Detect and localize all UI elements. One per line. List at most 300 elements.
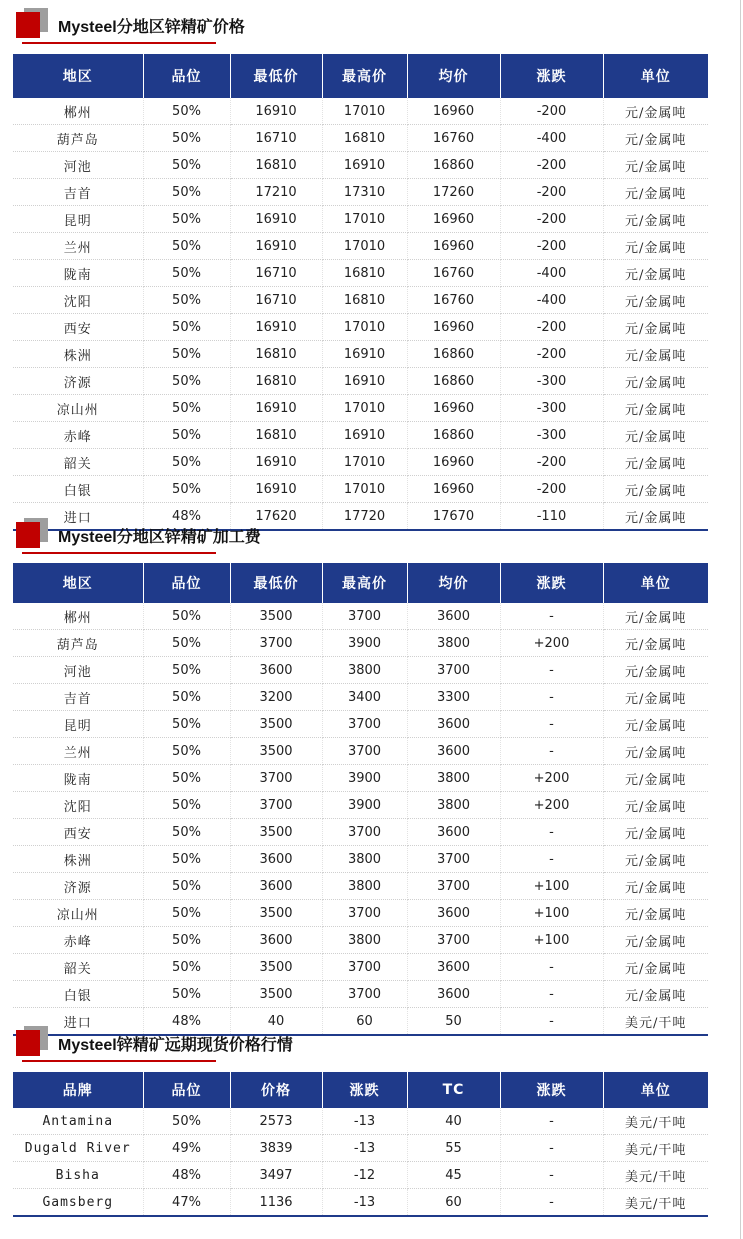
unit-cell: 元/金属吨 (603, 287, 708, 314)
table-cell: 50% (143, 603, 230, 630)
table-cell: 3800 (407, 792, 500, 819)
table-row (13, 1189, 708, 1217)
table-cell: 16710 (230, 287, 322, 314)
region-cell: 济源 (13, 368, 143, 395)
table-cell: 16910 (230, 395, 322, 422)
unit-cell: 元/金属吨 (603, 125, 708, 152)
table-cell: 16810 (322, 260, 407, 287)
table-row (13, 846, 708, 873)
table-cell: 50% (143, 287, 230, 314)
change-cell: - (500, 981, 603, 1008)
change-cell: - (500, 657, 603, 684)
table-cell: 17010 (322, 395, 407, 422)
table-cell: 3839 (230, 1135, 322, 1162)
table-row (13, 476, 708, 503)
region-cell: 白银 (13, 476, 143, 503)
region-cell: 昆明 (13, 206, 143, 233)
table-cell: 17010 (322, 233, 407, 260)
change-cell: - (500, 819, 603, 846)
table-cell: 16810 (230, 422, 322, 449)
table-cell: 16860 (407, 341, 500, 368)
table-cell: 16910 (322, 368, 407, 395)
table-cell: 3700 (322, 711, 407, 738)
table-cell: 3700 (230, 792, 322, 819)
change-cell: -200 (500, 314, 603, 341)
change-cell: -400 (500, 287, 603, 314)
unit-cell: 元/金属吨 (603, 179, 708, 206)
change-cell: - (500, 1008, 603, 1036)
table-cell: 50% (143, 206, 230, 233)
title-underline (22, 552, 216, 554)
table-cell: 3500 (230, 981, 322, 1008)
table-cell: 17670 (407, 503, 500, 531)
table-cell: 50% (143, 449, 230, 476)
table-row (13, 287, 708, 314)
change-cell: -200 (500, 206, 603, 233)
table-cell: 1136 (230, 1189, 322, 1217)
unit-cell: 元/金属吨 (603, 981, 708, 1008)
region-cell: 进口 (13, 1008, 143, 1036)
change-cell: -300 (500, 395, 603, 422)
region-cell: 吉首 (13, 179, 143, 206)
table-cell: 16910 (230, 314, 322, 341)
table-cell: 16910 (230, 206, 322, 233)
table-cell: 50% (143, 711, 230, 738)
region-cell: 株洲 (13, 341, 143, 368)
table-row (13, 206, 708, 233)
table-cell: 3497 (230, 1162, 322, 1189)
unit-cell: 元/金属吨 (603, 927, 708, 954)
table-cell: 50% (143, 179, 230, 206)
column-header: 品位 (143, 563, 230, 603)
unit-cell: 元/金属吨 (603, 603, 708, 630)
unit-cell: 元/金属吨 (603, 819, 708, 846)
table-cell: 16910 (230, 476, 322, 503)
region-cell: 兰州 (13, 233, 143, 260)
column-header: 最高价 (322, 563, 407, 603)
table-row (13, 630, 708, 657)
table-cell: 16960 (407, 449, 500, 476)
region-cell: 河池 (13, 657, 143, 684)
table-cell: 50% (143, 981, 230, 1008)
change-cell: -400 (500, 125, 603, 152)
table-cell: 3600 (407, 900, 500, 927)
forward-spot-table (13, 1072, 708, 1217)
table-cell: 16910 (230, 233, 322, 260)
change-cell: -13 (322, 1135, 407, 1162)
table-cell: 17260 (407, 179, 500, 206)
table-cell: 50% (143, 900, 230, 927)
table-cell: 3600 (230, 657, 322, 684)
table-cell: 16960 (407, 233, 500, 260)
table-cell: 48% (143, 1008, 230, 1036)
unit-cell: 元/金属吨 (603, 449, 708, 476)
table-cell: 50% (143, 233, 230, 260)
change-cell: -200 (500, 179, 603, 206)
table-cell: 50% (143, 98, 230, 125)
table-cell: 17310 (322, 179, 407, 206)
table-row (13, 819, 708, 846)
region-cell: 西安 (13, 819, 143, 846)
section-header-zinc-price (14, 8, 714, 48)
change-cell: +200 (500, 630, 603, 657)
table-cell: 3800 (407, 765, 500, 792)
unit-cell: 元/金属吨 (603, 206, 708, 233)
table-row (13, 395, 708, 422)
change-cell: +100 (500, 873, 603, 900)
column-header: 最高价 (322, 54, 407, 98)
unit-cell: 元/金属吨 (603, 792, 708, 819)
table-cell: 3400 (322, 684, 407, 711)
column-header: TC (407, 1072, 500, 1108)
table-row (13, 738, 708, 765)
column-header: 单位 (603, 1072, 708, 1108)
table-cell: 60 (322, 1008, 407, 1036)
table-cell: 50% (143, 368, 230, 395)
table-row (13, 233, 708, 260)
column-header: 地区 (13, 563, 143, 603)
processing-fee-table (13, 563, 708, 1036)
zinc-price-table (13, 54, 708, 531)
table-cell: 55 (407, 1135, 500, 1162)
table-cell: 50% (143, 152, 230, 179)
table-row (13, 981, 708, 1008)
section-title: Mysteel分地区锌精矿价格 (58, 19, 245, 36)
change-cell: - (500, 684, 603, 711)
column-header: 品位 (143, 54, 230, 98)
table-cell: 16910 (230, 449, 322, 476)
mysteel-logo-icon (14, 1026, 48, 1060)
table-cell: 3700 (322, 900, 407, 927)
table-cell: 45 (407, 1162, 500, 1189)
table-cell: 16860 (407, 368, 500, 395)
table-row (13, 341, 708, 368)
section-title: Mysteel锌精矿远期现货价格行情 (58, 1037, 293, 1054)
table-cell: 3600 (230, 927, 322, 954)
region-cell: 葫芦岛 (13, 630, 143, 657)
table-row (13, 314, 708, 341)
region-cell: 株洲 (13, 846, 143, 873)
table-cell: 16810 (322, 287, 407, 314)
region-cell: 昆明 (13, 711, 143, 738)
change-cell: -300 (500, 368, 603, 395)
table-cell: 50% (143, 684, 230, 711)
table-row (13, 954, 708, 981)
table-cell: 17010 (322, 449, 407, 476)
table-cell: 16860 (407, 422, 500, 449)
table-cell: 50 (407, 1008, 500, 1036)
table-cell: 48% (143, 1162, 230, 1189)
table-cell: 16910 (322, 152, 407, 179)
table-cell: 50% (143, 260, 230, 287)
brand-cell: Antamina (13, 1108, 143, 1135)
brand-cell: Dugald River (13, 1135, 143, 1162)
region-cell: 韶关 (13, 954, 143, 981)
table-cell: 50% (143, 125, 230, 152)
table-cell: 16960 (407, 314, 500, 341)
unit-cell: 元/金属吨 (603, 765, 708, 792)
change-cell: -300 (500, 422, 603, 449)
region-cell: 济源 (13, 873, 143, 900)
change-cell: -110 (500, 503, 603, 531)
table-cell: 48% (143, 503, 230, 531)
table-row (13, 260, 708, 287)
table-cell: 3700 (322, 819, 407, 846)
unit-cell: 元/金属吨 (603, 873, 708, 900)
column-header: 价格 (230, 1072, 322, 1108)
change-cell: -200 (500, 98, 603, 125)
change-cell: - (500, 603, 603, 630)
column-header: 单位 (603, 54, 708, 98)
table-row (13, 422, 708, 449)
region-cell: 凉山州 (13, 900, 143, 927)
table-cell: 3700 (322, 603, 407, 630)
change-cell: - (500, 738, 603, 765)
region-cell: 西安 (13, 314, 143, 341)
brand-cell: Bisha (13, 1162, 143, 1189)
table-cell: 50% (143, 630, 230, 657)
column-header: 均价 (407, 54, 500, 98)
column-header: 品牌 (13, 1072, 143, 1108)
table-cell: 3500 (230, 603, 322, 630)
table-cell: 3600 (230, 846, 322, 873)
table-cell: 16810 (322, 125, 407, 152)
table-row (13, 449, 708, 476)
table-cell: 16910 (230, 98, 322, 125)
column-header: 最低价 (230, 563, 322, 603)
table-row (13, 657, 708, 684)
table-cell: 17010 (322, 476, 407, 503)
table-row (13, 603, 708, 630)
change-cell: - (500, 1108, 603, 1135)
change-cell: -200 (500, 233, 603, 260)
unit-cell: 美元/干吨 (603, 1135, 708, 1162)
unit-cell: 元/金属吨 (603, 954, 708, 981)
table-cell: 49% (143, 1135, 230, 1162)
table-cell: 40 (407, 1108, 500, 1135)
unit-cell: 美元/干吨 (603, 1108, 708, 1135)
change-cell: - (500, 1135, 603, 1162)
change-cell: -200 (500, 341, 603, 368)
unit-cell: 元/金属吨 (603, 630, 708, 657)
change-cell: +200 (500, 765, 603, 792)
table-cell: 3600 (407, 819, 500, 846)
unit-cell: 元/金属吨 (603, 503, 708, 531)
unit-cell: 美元/干吨 (603, 1189, 708, 1217)
region-cell: 进口 (13, 503, 143, 531)
table-cell: 50% (143, 954, 230, 981)
table-cell: 3700 (322, 954, 407, 981)
column-header: 涨跌 (500, 54, 603, 98)
table-row (13, 1108, 708, 1135)
change-cell: - (500, 1189, 603, 1217)
table-cell: 16710 (230, 125, 322, 152)
table-cell: 50% (143, 341, 230, 368)
unit-cell: 元/金属吨 (603, 98, 708, 125)
table-cell: 3700 (230, 765, 322, 792)
table-cell: 16860 (407, 152, 500, 179)
unit-cell: 美元/干吨 (603, 1008, 708, 1036)
table-cell: 3500 (230, 954, 322, 981)
column-header: 涨跌 (500, 1072, 603, 1108)
table-row (13, 900, 708, 927)
column-header: 涨跌 (322, 1072, 407, 1108)
column-header: 均价 (407, 563, 500, 603)
table-cell: 17620 (230, 503, 322, 531)
region-cell: 赤峰 (13, 422, 143, 449)
change-cell: -400 (500, 260, 603, 287)
table-cell: 50% (143, 846, 230, 873)
region-cell: 陇南 (13, 765, 143, 792)
column-header: 涨跌 (500, 563, 603, 603)
table-cell: 3800 (322, 846, 407, 873)
table-cell: 60 (407, 1189, 500, 1217)
region-cell: 凉山州 (13, 395, 143, 422)
region-cell: 沈阳 (13, 792, 143, 819)
region-cell: 郴州 (13, 98, 143, 125)
table-cell: 3900 (322, 792, 407, 819)
unit-cell: 元/金属吨 (603, 260, 708, 287)
unit-cell: 元/金属吨 (603, 368, 708, 395)
region-cell: 韶关 (13, 449, 143, 476)
unit-cell: 元/金属吨 (603, 900, 708, 927)
table-cell: 50% (143, 873, 230, 900)
unit-cell: 元/金属吨 (603, 684, 708, 711)
mysteel-logo-icon (14, 8, 48, 42)
region-cell: 沈阳 (13, 287, 143, 314)
table-cell: 16710 (230, 260, 322, 287)
unit-cell: 元/金属吨 (603, 738, 708, 765)
table-row (13, 792, 708, 819)
table-cell: 3700 (407, 873, 500, 900)
table-cell: 50% (143, 792, 230, 819)
table-cell: 3600 (407, 603, 500, 630)
table-cell: 3700 (230, 630, 322, 657)
table-row (13, 98, 708, 125)
table-cell: 16810 (230, 368, 322, 395)
change-cell: -200 (500, 152, 603, 179)
table-cell: 50% (143, 422, 230, 449)
table-cell: 16760 (407, 287, 500, 314)
table-cell: 40 (230, 1008, 322, 1036)
table-cell: 50% (143, 765, 230, 792)
column-header: 单位 (603, 563, 708, 603)
table-cell: 16960 (407, 206, 500, 233)
table-cell: 3600 (407, 954, 500, 981)
unit-cell: 元/金属吨 (603, 846, 708, 873)
table-cell: 50% (143, 738, 230, 765)
table-cell: 16910 (322, 341, 407, 368)
table-cell: 17010 (322, 206, 407, 233)
table-row (13, 927, 708, 954)
mysteel-logo-icon (14, 518, 48, 552)
table-cell: 3600 (407, 711, 500, 738)
table-cell: 50% (143, 1108, 230, 1135)
unit-cell: 元/金属吨 (603, 152, 708, 179)
region-cell: 郴州 (13, 603, 143, 630)
region-cell: 吉首 (13, 684, 143, 711)
table-cell: 3800 (407, 630, 500, 657)
change-cell: -200 (500, 449, 603, 476)
table-cell: 3800 (322, 657, 407, 684)
table-cell: 17720 (322, 503, 407, 531)
change-cell: -200 (500, 476, 603, 503)
table-cell: 3200 (230, 684, 322, 711)
title-underline (22, 42, 216, 44)
table-row (13, 368, 708, 395)
table-cell: 16910 (322, 422, 407, 449)
brand-cell: Gamsberg (13, 1189, 143, 1217)
change-cell: +100 (500, 927, 603, 954)
table-cell: 3500 (230, 738, 322, 765)
table-cell: 3700 (407, 846, 500, 873)
table-cell: 3800 (322, 873, 407, 900)
table-cell: 47% (143, 1189, 230, 1217)
change-cell: - (500, 846, 603, 873)
page-right-border (740, 0, 741, 1239)
table-cell: 17010 (322, 314, 407, 341)
unit-cell: 元/金属吨 (603, 395, 708, 422)
table-cell: 50% (143, 657, 230, 684)
title-underline (22, 1060, 216, 1062)
unit-cell: 元/金属吨 (603, 476, 708, 503)
unit-cell: 元/金属吨 (603, 422, 708, 449)
unit-cell: 元/金属吨 (603, 314, 708, 341)
unit-cell: 元/金属吨 (603, 711, 708, 738)
change-cell: +200 (500, 792, 603, 819)
column-header: 地区 (13, 54, 143, 98)
table-row (13, 711, 708, 738)
unit-cell: 元/金属吨 (603, 341, 708, 368)
table-cell: 3700 (322, 981, 407, 1008)
table-cell: 16960 (407, 395, 500, 422)
table-cell: 3600 (407, 738, 500, 765)
region-cell: 赤峰 (13, 927, 143, 954)
table-row (13, 179, 708, 206)
change-cell: - (500, 954, 603, 981)
table-row (13, 765, 708, 792)
table-cell: 50% (143, 395, 230, 422)
table-cell: 3500 (230, 900, 322, 927)
table-row (13, 684, 708, 711)
table-cell: 3500 (230, 819, 322, 846)
table-cell: 3800 (322, 927, 407, 954)
section-header-processing-fee (14, 518, 714, 558)
table-cell: 17210 (230, 179, 322, 206)
table-cell: 3300 (407, 684, 500, 711)
table-cell: 3700 (407, 657, 500, 684)
unit-cell: 美元/干吨 (603, 1162, 708, 1189)
table-cell: 16810 (230, 341, 322, 368)
table-cell: 16960 (407, 98, 500, 125)
region-cell: 葫芦岛 (13, 125, 143, 152)
table-cell: 2573 (230, 1108, 322, 1135)
table-row (13, 125, 708, 152)
table-cell: 50% (143, 314, 230, 341)
table-cell: 50% (143, 927, 230, 954)
table-cell: 3600 (230, 873, 322, 900)
table-row (13, 1135, 708, 1162)
table-cell: 3600 (407, 981, 500, 1008)
unit-cell: 元/金属吨 (603, 233, 708, 260)
change-cell: -13 (322, 1189, 407, 1217)
table-cell: 50% (143, 476, 230, 503)
table-cell: 17010 (322, 98, 407, 125)
table-cell: 3700 (322, 738, 407, 765)
region-cell: 河池 (13, 152, 143, 179)
table-cell: 16810 (230, 152, 322, 179)
section-header-forward-spot (14, 1026, 714, 1066)
